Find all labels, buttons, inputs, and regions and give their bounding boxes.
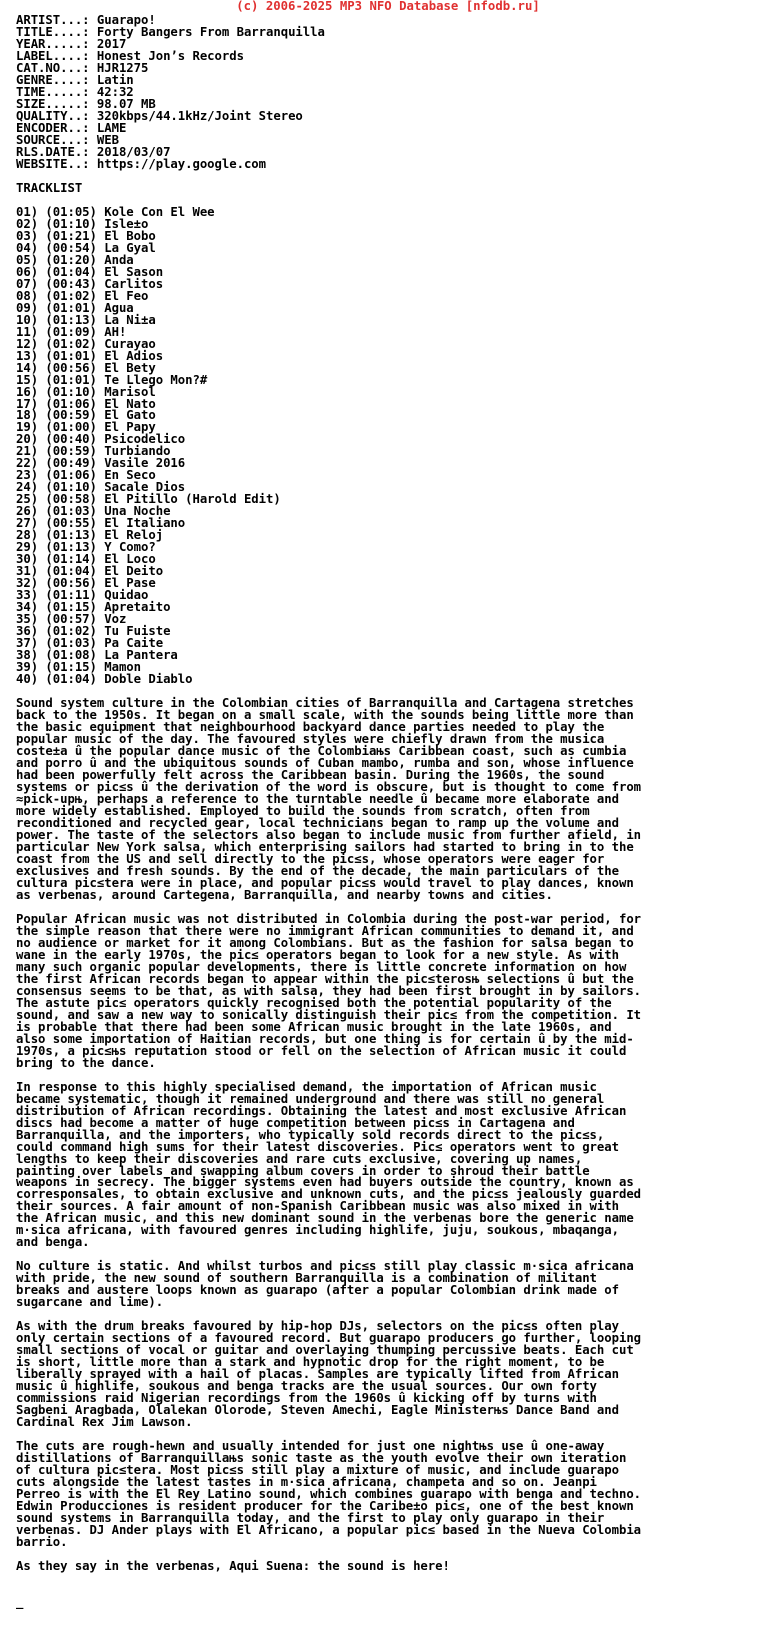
note-line: back to the 1950s. It began on a small scale, with the sounds being little more than [16, 708, 634, 723]
info-line: YEAR.....: 2017 [16, 36, 127, 51]
note-paragraph [16, 1440, 766, 1548]
track-row: 37) (01:03) Pa Caite [16, 636, 164, 651]
track-row: 36) (01:02) Tu Fuiste [16, 624, 171, 639]
release-info [16, 14, 766, 170]
note-line: cuts alongside the latest tastes in m·sica africana, champeta and so on. Jeanpi [16, 1475, 597, 1490]
note-line: corresponsales, to obtain exclusive and unknown cuts, and the pic≤s jealously guarded [16, 1187, 642, 1202]
note-line: also some importation of Haitian records, but one thing is for certain û by the mid- [16, 1031, 634, 1046]
track-row: 14) (00:56) El Bety [16, 360, 156, 375]
note-line: exclusives and fresh sounds. By the end of the decade, the main particulars of the [16, 863, 619, 878]
track-row: 20) (00:40) Psicodelico [16, 432, 186, 447]
track-row: 13) (01:01) El Adios [16, 348, 164, 363]
note-line: the African music, and this new dominant sound in the verbenas bore the generic name [16, 1211, 634, 1226]
note-line: Sound system culture in the Colombian cities of Barranquilla and Cartagena stretches [16, 696, 634, 711]
tracklist [16, 206, 766, 685]
track-row: 26) (01:03) Una Noche [16, 504, 171, 519]
note-line: Popular African music was not distributed in Colombia during the post-war period, for [16, 911, 642, 926]
info-line: WEBSITE..: https://play.google.com [16, 156, 267, 171]
track-row: 07) (00:43) Carlitos [16, 276, 164, 291]
track-row: 19) (01:00) El Papy [16, 420, 156, 435]
note-paragraph [16, 1320, 766, 1428]
track-row: 30) (01:14) El Loco [16, 552, 156, 567]
note-line: bring to the dance. [16, 1055, 156, 1070]
release-notes [16, 697, 766, 1584]
track-row: 15) (01:01) Te Llego Mon?# [16, 372, 208, 387]
track-row: 23) (01:06) En Seco [16, 468, 156, 483]
track-row: 38) (01:08) La Pantera [16, 648, 178, 663]
track-row: 11) (01:09) AH! [16, 324, 127, 339]
track-row: 09) (01:01) Agua [16, 300, 134, 315]
text-cursor: _ [16, 1594, 24, 1609]
note-line: is short, little more than a stark and hypnotic drop for the right moment, to be [16, 1355, 605, 1370]
note-line: of cultura pic≤tera. Most pic≤s still play a mixture of music, and include guarapo [16, 1463, 619, 1478]
track-row: 04) (00:54) La Gyal [16, 240, 156, 255]
note-line: weapons in secrecy. The bigger systems even had buyers outside the country, known as [16, 1175, 634, 1190]
note-line: their sources. A fair amount of non-Spanish Caribbean music was also mixed in with [16, 1199, 619, 1214]
note-line: sound, and saw a new way to sonically distinguish their pic≤ from the competition. It [16, 1007, 642, 1022]
info-line: TIME.....: 42:32 [16, 84, 134, 99]
tracklist-heading: TRACKLIST [16, 180, 83, 195]
note-line: had been powerfully felt across the Caribbean basin. During the 1960s, the sound [16, 768, 605, 783]
note-line: with pride, the new sound of southern Barranquilla is a combination of militant [16, 1271, 597, 1286]
note-line: systems or pic≤s û the derivation of the word is obscure, but is thought to come from [16, 780, 642, 794]
note-line: lengths to keep their discoveries and rare cuts exclusive, covering up names, [16, 1151, 583, 1166]
note-line: As they say in the verbenas, Aqui Suena: the sound is here! [16, 1558, 450, 1573]
note-paragraph [16, 1260, 766, 1308]
note-line: small sections of vocal or guitar and overlaying thumping percussive beats. Each cut [16, 1343, 634, 1358]
info-line: TITLE....: Forty Bangers From Barranquilla [16, 24, 325, 39]
note-line: The cuts are rough-hewn and usually intended for just one nightњs use û one-away [16, 1439, 605, 1454]
info-line: SOURCE...: WEB [16, 132, 119, 147]
note-line: painting over labels and swapping album covers in order to shroud their battle [16, 1163, 590, 1178]
note-line: coste±a û the popular dance music of the Colombiaњs Caribbean coast, such as cumbia [16, 744, 627, 759]
note-line: Barranquilla, and the importers, who typically sold records direct to the pic≤s, [16, 1127, 605, 1142]
paragraph-gap [16, 1572, 766, 1584]
note-paragraph [16, 1560, 766, 1572]
track-row: 01) (01:05) Kole Con El Wee [16, 204, 215, 219]
note-line: Sagbeni Aragbada, Olalekan Olorode, Steven Amechi, Eagle Ministerњs Dance Band and [16, 1403, 619, 1418]
note-line: coast from the US and sell directly to the pic≤s, whose operators were eager for [16, 851, 605, 866]
note-line: sugarcane and lime). [16, 1295, 164, 1310]
track-row: 02) (01:10) Isle±o [16, 216, 149, 231]
note-line: particular New York salsa, which enterprising sailors had started to bring in to the [16, 839, 634, 854]
note-line: barrio. [16, 1535, 68, 1550]
info-line: CAT.NO...: HJR1275 [16, 60, 149, 75]
track-row: 10) (01:13) La Ni±a [16, 312, 156, 327]
track-row: 12) (01:02) Curayao [16, 336, 156, 351]
note-line: sound systems in Barranquilla today, and the first to play only guarapo in their [16, 1511, 605, 1526]
note-line: cultura pic≤tera were in place, and popular pic≤s would travel to play dances, known [16, 875, 634, 890]
track-row: 06) (01:04) El Sason [16, 264, 164, 279]
note-line: more widely established. Employed to build the sounds from scratch, often from [16, 803, 590, 818]
note-paragraph [16, 1081, 766, 1249]
note-line: reconditioned and recycled gear, local technicians began to ramp up the volume and [16, 815, 619, 830]
track-row: 29) (01:13) Y Como? [16, 540, 156, 555]
note-line: the simple reason that there were no immigrant African communities to demand it, and [16, 923, 634, 938]
note-line: music û highlife, soukous and benga tracks are the usual sources. Our own forty [16, 1379, 597, 1394]
note-line: ≈pick-upњ, perhaps a reference to the turntable needle û became more elaborate and [16, 791, 619, 806]
note-paragraph [16, 913, 766, 1069]
note-line: In response to this highly specialised demand, the importation of African music [16, 1079, 597, 1094]
note-line: Edwin Producciones is resident producer for the Caribe±o pic≤, one of the best known [16, 1499, 634, 1514]
info-line: GENRE....: Latin [16, 72, 134, 87]
track-row: 28) (01:13) El Reloj [16, 528, 164, 543]
info-line: ARTIST...: Guarapo! [16, 13, 156, 27]
info-line: LABEL....: Honest Jon’s Records [16, 48, 244, 63]
note-line: discs had become a matter of huge competition between pic≤s in Cartagena and [16, 1115, 575, 1130]
copyright-header: (c) 2006-2025 MP3 NFO Database [nfodb.ru] [236, 0, 540, 13]
nfo-document [16, 14, 766, 1608]
note-line: popular music of the day. The favoured styles were chiefly drawn from the musica [16, 732, 605, 747]
note-line: breaks and austere loops known as guarapo (after a popular Colombian drink made of [16, 1283, 619, 1298]
track-row: 40) (01:04) Doble Diablo [16, 672, 193, 687]
note-line: no audience or market for it among Colombians. But as the fashion for salsa began to [16, 935, 634, 950]
info-line: RLS.DATE.: 2018/03/07 [16, 144, 171, 159]
note-line: as verbenas, around Cartegena, Barranquilla, and nearby towns and cities. [16, 887, 553, 902]
note-line: 1970s, a pic≤њs reputation stood or fell on the selection of African music it could [16, 1043, 627, 1058]
track-row: 22) (00:49) Vasile 2016 [16, 456, 186, 471]
track-row: 18) (00:59) El Gato [16, 408, 156, 423]
track-row: 27) (00:55) El Italiano [16, 516, 186, 531]
note-line: power. The taste of the selectors also began to include music from further afield, in [16, 827, 642, 842]
note-line: verbenas. DJ Ander plays with El Africano, a popular pic≤ based in the Nueva Colombia [16, 1523, 642, 1538]
note-line: is probable that there had been some African music brought in the late 1960s, and [16, 1019, 612, 1034]
note-line: became systematic, though it remained underground and there was still no general [16, 1091, 605, 1106]
note-line: could command high sums for their latest discoveries. Pic≤ operators went to great [16, 1139, 619, 1154]
info-line: QUALITY..: 320kbps/44.1kHz/Joint Stereo [16, 108, 303, 123]
note-line: wane in the early 1970s, the pic≤ operators began to look for a new style. As with [16, 947, 619, 962]
note-line: The astute pic≤ operators quickly recognised both the potential popularity of the [16, 995, 612, 1010]
track-row: 33) (01:11) Quidao [16, 588, 149, 603]
note-line: Cardinal Rex Jim Lawson. [16, 1415, 193, 1430]
info-line: SIZE.....: 98.07 MB [16, 96, 156, 111]
note-line: distribution of African recordings. Obtaining the latest and most exclusive African [16, 1103, 627, 1118]
track-row: 17) (01:06) El Nato [16, 396, 156, 411]
note-line: Perreo is with the El Rey Latino sound, which combines guarapo with benga and techno. [16, 1487, 642, 1502]
track-row: 03) (01:21) El Bobo [16, 228, 156, 243]
note-paragraph [16, 697, 766, 901]
track-row: 08) (01:02) El Feo [16, 288, 149, 303]
track-row: 21) (00:59) Turbiando [16, 444, 171, 459]
note-line: only certain sections of a favoured record. But guarapo producers go further, looping [16, 1331, 642, 1346]
note-line: and porro û and the ubiquitous sounds of Cuban mambo, rumba and son, whose influence [16, 756, 634, 771]
track-row: 25) (00:58) El Pitillo (Harold Edit) [16, 492, 281, 507]
track-row: 31) (01:04) El Deito [16, 564, 164, 579]
info-line: ENCODER..: LAME [16, 120, 127, 135]
note-line: No culture is static. And whilst turbos and pic≤s still play classic m·sica africana [16, 1259, 634, 1274]
track-row: 16) (01:10) Marisol [16, 384, 156, 399]
track-row: 05) (01:20) Anda [16, 252, 134, 267]
note-line: liberally sprayed with a hail of placas. Samples are typically lifted from African [16, 1367, 619, 1382]
note-line: many such organic popular developments, there is little concrete information on how [16, 959, 627, 974]
track-row: 34) (01:15) Apretaito [16, 600, 171, 615]
note-line: m·sica africana, with favoured genres including highlife, juju, soukous, mbaqanga, [16, 1223, 619, 1238]
note-line: the first African records began to appear within the pic≤terosњ selections û but the [16, 971, 634, 986]
note-line: the basic equipment that neighbourhood backyard dance parties needed to play the [16, 720, 605, 735]
note-line: commissions raid Nigerian recordings from the 1960s û kicking off by turns with [16, 1391, 597, 1406]
track-row: 24) (01:10) Sacale Dios [16, 480, 186, 495]
note-line: As with the drum breaks favoured by hip-hop DJs, selectors on the pic≤s often play [16, 1319, 619, 1334]
note-line: distillations of Barranquillaњs sonic taste as the youth evolve their own iteration [16, 1451, 627, 1466]
note-line: and benga. [16, 1235, 90, 1250]
track-row: 39) (01:15) Mamon [16, 660, 142, 675]
note-line: consensus seems to be that, as with salsa, they had been first brought in by sailors. [16, 983, 642, 998]
track-row: 32) (00:56) El Pase [16, 576, 156, 591]
paragraph-gap [16, 1069, 766, 1081]
track-row: 35) (00:57) Voz [16, 612, 127, 627]
